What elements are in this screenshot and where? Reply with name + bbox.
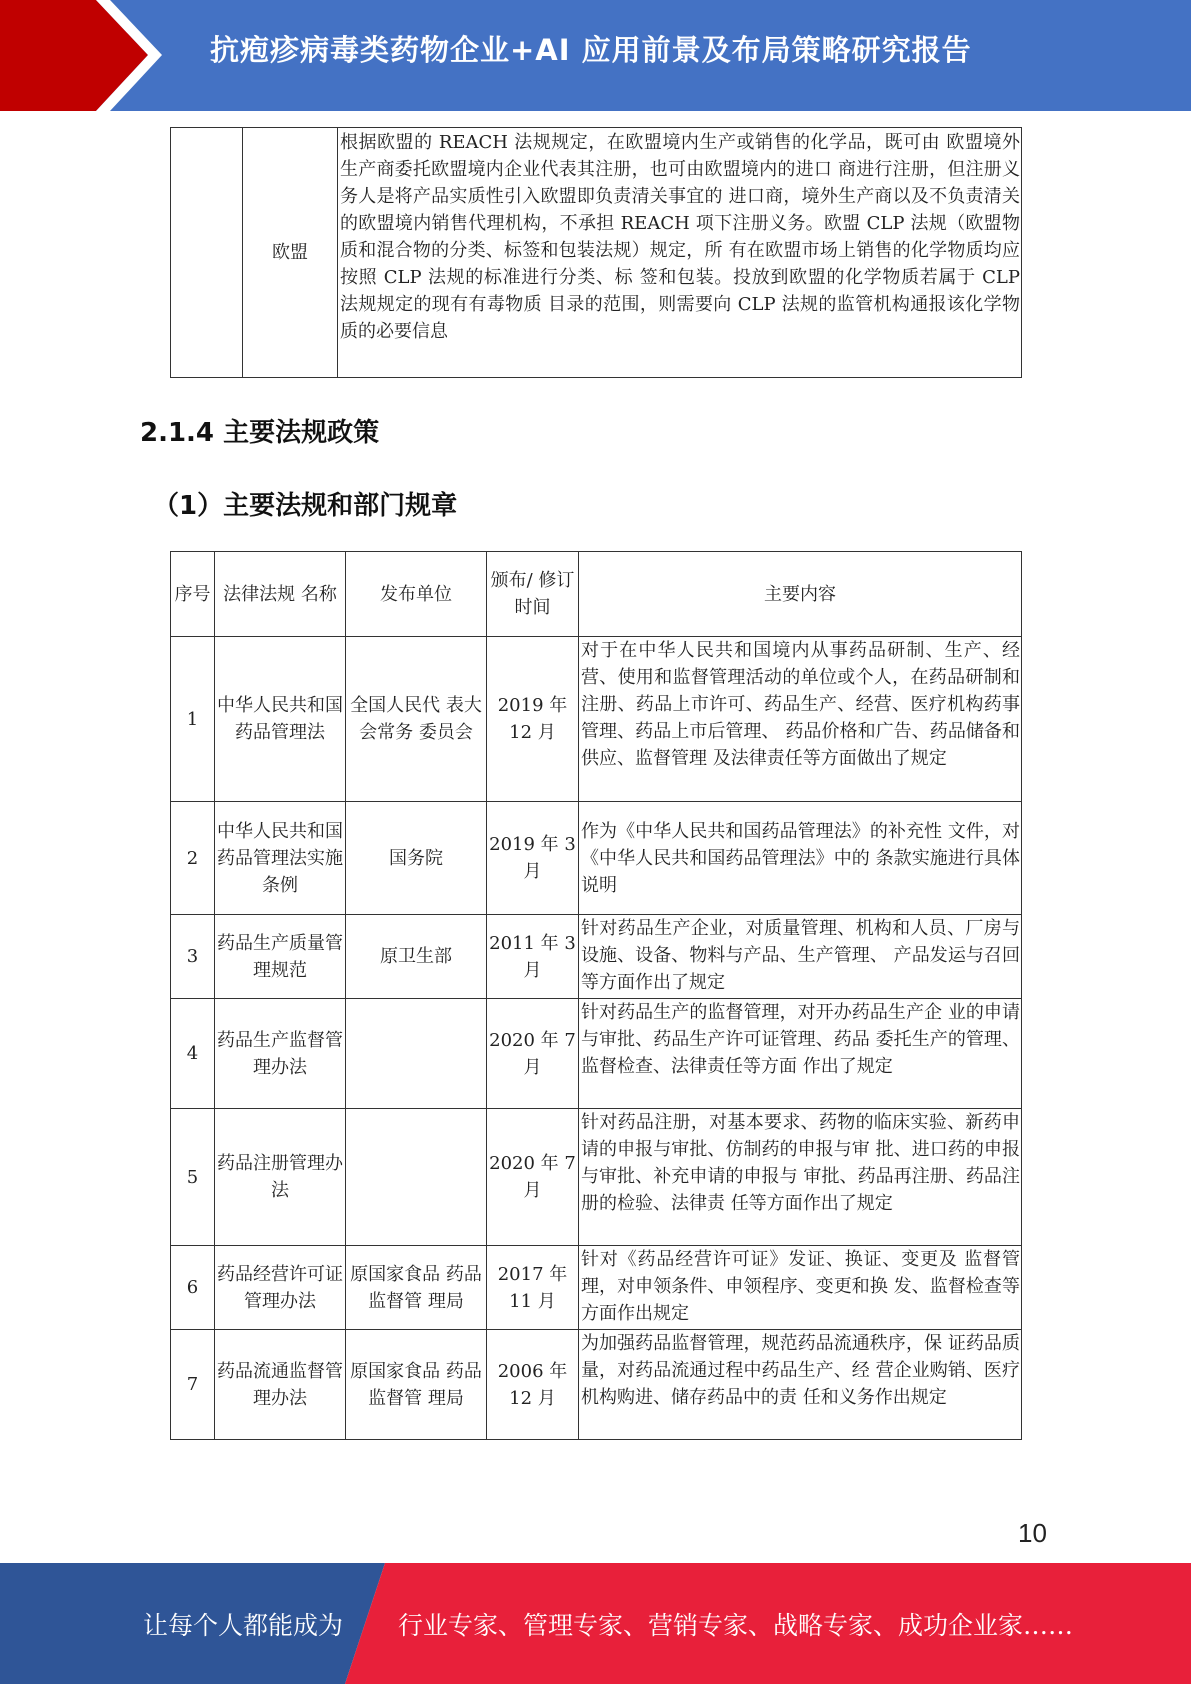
law-content: 为加强药品监督管理，规范药品流通秩序，保 证药品质量，对药品流通过程中药品生产、经 营企业购销、医疗机构购进、储存药品中的责 任和义务作出规定 [579, 1330, 1022, 1440]
region-cell: 欧盟 [243, 128, 338, 378]
law-content: 针对药品生产的监督管理，对开办药品生产企 业的申请与审批、药品生产许可证管理、药品 委托生产的管理、监督检查、法律责任等方面 作出了规定 [579, 999, 1022, 1109]
law-issuer: 原国家食品 药品监督管 理局 [346, 1330, 487, 1440]
law-issuer [346, 999, 487, 1109]
law-issuer [346, 1109, 487, 1246]
table-row [171, 128, 1022, 378]
law-issuer: 国务院 [346, 802, 487, 915]
header-content: 主要内容 [579, 552, 1022, 637]
row-index: 6 [171, 1246, 215, 1330]
footer-slogan-right: 行业专家、管理专家、营销专家、战略专家、成功企业家…… [398, 1611, 1074, 1640]
laws-table [170, 551, 1022, 1440]
table-header-row [171, 552, 1022, 637]
table-row [171, 802, 1022, 915]
header-index: 序号 [171, 552, 215, 637]
header-name: 法律法规 名称 [215, 552, 346, 637]
table-row [171, 637, 1022, 802]
regulation-content-cell: 根据欧盟的 REACH 法规规定，在欧盟境内生产或销售的化学品，既可由 欧盟境外生产商委托欧盟境内企业代表其注册，也可由欧盟境内的进口 商进行注册，但注册义务人是将产品实质性引入欧盟即负责清关事宜的 进口商，境外生产商以及不负责清关的欧盟境内销售代理机构，不承担 REACH 项下注册义务。欧盟 CLP 法规（欧盟物质和混合物的分类、标签和包装法规）规定，所 有在欧盟市场上销售的化学物质均应按照 CLP 法规的标准进行分类、标 签和包装。投放到欧盟的化学物质若属于 CLP 法规规定的现有有毒物质 目录的范围，则需要向 CLP 法规的监管机构通报该化学物质的必要信息 [338, 128, 1022, 378]
law-name: 中华人民共和国药品管理法 [215, 637, 346, 802]
law-name: 药品生产质量管理规范 [215, 915, 346, 999]
row-index [171, 128, 243, 378]
law-date: 2017 年 11 月 [487, 1246, 579, 1330]
law-date: 2019 年 12 月 [487, 637, 579, 802]
footer-slogan-left: 让每个人都能成为 [143, 1611, 344, 1640]
eu-regulation-table [170, 127, 1022, 378]
report-title: 抗疱疹病毒类药物企业+AI 应用前景及布局策略研究报告 [210, 33, 972, 67]
law-date: 2020 年 7 月 [487, 1109, 579, 1246]
table-row [171, 1246, 1022, 1330]
section-heading: 2.1.4 主要法规政策 [140, 418, 380, 448]
law-name: 药品流通监督管理办法 [215, 1330, 346, 1440]
row-index: 1 [171, 637, 215, 802]
law-content: 针对药品注册，对基本要求、药物的临床实验、新药申请的申报与审批、仿制药的申报与审 批、进口药的申报与审批、补充申请的申报与 审批、药品再注册、药品注册的检验、法律责 任等方面作出了规定 [579, 1109, 1022, 1246]
law-name: 药品注册管理办法 [215, 1109, 346, 1246]
header-issuer: 发布单位 [346, 552, 487, 637]
law-date: 2006 年 12 月 [487, 1330, 579, 1440]
law-date: 2020 年 7 月 [487, 999, 579, 1109]
row-index: 4 [171, 999, 215, 1109]
table-row [171, 999, 1022, 1109]
row-index: 5 [171, 1109, 215, 1246]
sub-heading: （1）主要法规和部门规章 [153, 491, 458, 521]
row-index: 3 [171, 915, 215, 999]
law-issuer: 原国家食品 药品监督管 理局 [346, 1246, 487, 1330]
header-date: 颁布/ 修订 时间 [487, 552, 579, 637]
law-date: 2011 年 3 月 [487, 915, 579, 999]
law-name: 药品经营许可证管理办法 [215, 1246, 346, 1330]
page-number: 10 [1018, 1518, 1047, 1548]
law-content: 作为《中华人民共和国药品管理法》的补充性 文件，对《中华人民共和国药品管理法》中的 条款实施进行具体说明 [579, 802, 1022, 915]
row-index: 2 [171, 802, 215, 915]
table-row [171, 1330, 1022, 1440]
page-header [0, 0, 1191, 111]
page-footer [0, 1563, 1191, 1684]
law-name: 中华人民共和国药品管理法实施条例 [215, 802, 346, 915]
table-row [171, 915, 1022, 999]
law-content: 对于在中华人民共和国境内从事药品研制、生产、经营、使用和监督管理活动的单位或个人，在药品研制和注册、药品上市许可、药品生产、经营、医疗机构药事管理、药品上市后管理、 药品价格和广告、药品储备和供应、监督管理 及法律责任等方面做出了规定 [579, 637, 1022, 802]
law-content: 针对药品生产企业，对质量管理、机构和人员、厂房与设施、设备、物料与产品、生产管理、 产品发运与召回等方面作出了规定 [579, 915, 1022, 999]
row-index: 7 [171, 1330, 215, 1440]
law-content: 针对《药品经营许可证》发证、换证、变更及 监督管理，对申领条件、申领程序、变更和换 发、监督检查等方面作出规定 [579, 1246, 1022, 1330]
law-name: 药品生产监督管理办法 [215, 999, 346, 1109]
table-row [171, 1109, 1022, 1246]
law-issuer: 原卫生部 [346, 915, 487, 999]
law-date: 2019 年 3 月 [487, 802, 579, 915]
law-issuer: 全国人民代 表大会常务 委员会 [346, 637, 487, 802]
